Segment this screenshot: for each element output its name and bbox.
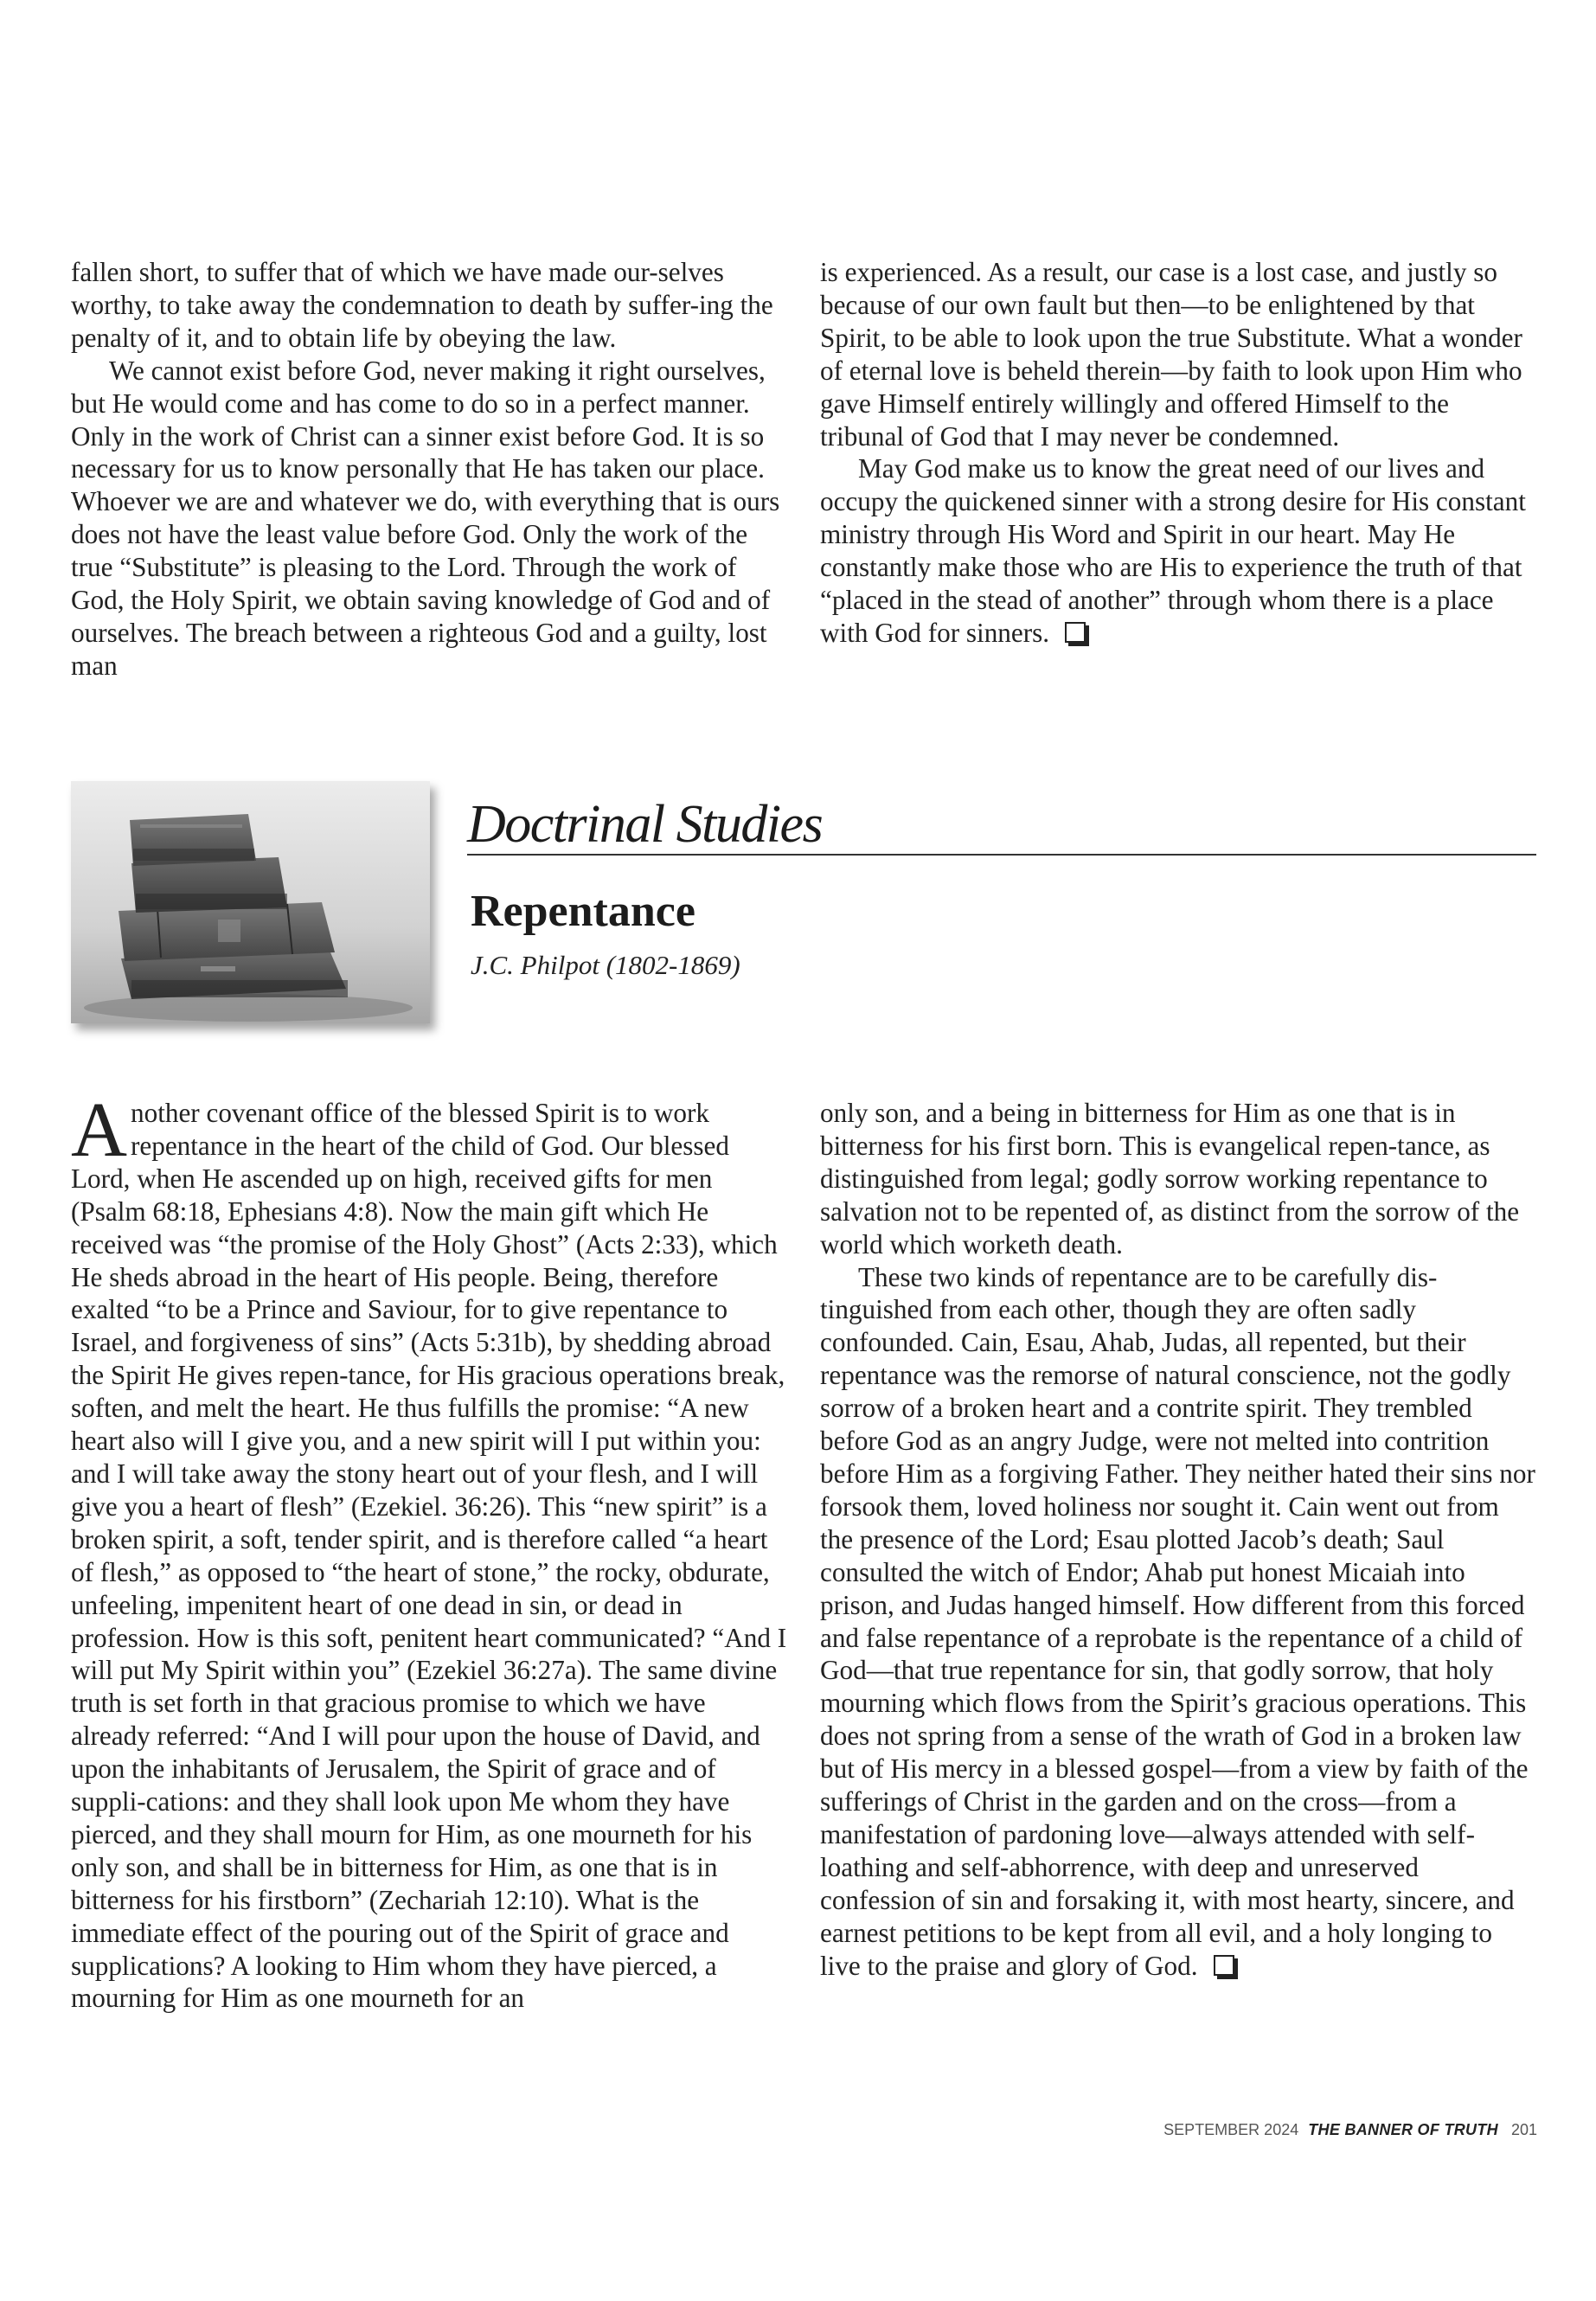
end-of-article-box-icon — [1065, 622, 1086, 643]
article-left-column — [71, 1087, 789, 2015]
books-illustration — [71, 781, 430, 1023]
paragraph: We cannot exist before God, never making it right ourselves, but He would come and has come to do so in a perfect manner. Only in the work of Christ can a sinner exist before God. It is so necessary for us to know personally that He has taken our place. Whoever we are and whatever we do, with everything that is ours does not have the least value before God. Only the work of the true “Substitute” is pleasing to the Lord. Through the work of God, the Holy Spirit, we obtain saving knowledge of God and of ourselves. The breach between a righteous God and a guilty, lost man — [71, 355, 780, 681]
paragraph: is experienced. As a result, our case is a lost case, and justly so because of our own fault but then—to be enlightened by that Spirit, to be able to look upon the true Substitute. What a wonder of eternal love is beheld therein—by faith to look upon Him who gave Himself entirely willingly and offered Himself to the tribunal of God that I may never be condemned. — [820, 257, 1522, 452]
paragraph: only son, and a being in bitterness for Him as one that is in bitterness for his first born. This is evangelical repen-tance, as distinguished from legal; godly sorrow working repentance to salvation not to be repented of, as distinct from the sorrow of the world which worketh death. — [820, 1098, 1520, 1259]
first-paragraph-text: nother covenant office of the blessed Spirit is to work repentance in the heart of the child of God. Our blessed Lord, when He ascended up on high, received gifts for men (Psalm 68:18, Ephesians 4:8). Now the main gift which He received was “the promise of the Holy Ghost” (Acts 2:33), which He sheds abroad in the heart of His people. Being, therefore exalted “to be a Prince and Saviour, for to give repentance to Israel, and forgiveness of sins” (Acts 5:31b), by shedding abroad the Spirit He gives repen-tance, for His gracious operations break, soften, and melt the heart. He thus fulfills the promise: “A new heart also will I give you, and a new spirit will I put within you: and I will take away the stony heart out of your flesh, and I will give you a heart of flesh” (Ezekiel. 36:26). This “new spirit” is a broken spirit, a soft, tender spirit, and is therefore called “a heart of flesh,” as opposed to “the heart of stone,” the rocky, obdurate, unfeeling, impenitent heart of one dead in sin, or dead in profession. How is this soft, penitent heart communicated? “And I will put My Spirit within you” (Ezekiel 36:27a). The same divine truth is set forth in that gracious promise to which we have already referred: “And I will pour upon the house of David, and upon the inhabitants of Jerusalem, the Spirit of grace and of suppli-cations: and they shall look upon Me whom they have pierced, and they shall mourn for Him, as one mourneth for his only son, and shall be in bitterness for Him, as one that is in bitterness for his firstborn” (Zechariah 12:10). What is the immediate effect of the pouring out of the Spirit of grace and supplications? A looking to Him whom they have pierced, a mourning for Him as one mourneth for an — [71, 1098, 787, 2014]
closing-paragraph — [820, 452, 1538, 649]
top-left-column — [71, 256, 789, 683]
continued-paragraph: fallen short, to suffer that of which we have made our-selves worthy, to take away the condemnation to death by suffer-ing the penalty of it, and to obtain life by obeying the law. — [71, 257, 773, 353]
issue-date: SEPTEMBER 2024 — [1163, 2121, 1299, 2138]
closing-paragraph-text: These two kinds of repentance are to be carefully dis-tinguished from each other, though they are often sadly confounded. Cain, Esau, Ahab, Judas, all repented, but their repentance was the remorse of natural conscience, not the godly sorrow of a broken heart and a contrite spirit. They trembled before God as an angry Judge, were not melted into contrition before Him as a forgiving Father. They neither hated their sins nor forsook them, loved holiness nor sought it. Cain went out from the presence of the Lord; Esau plotted Jacob’s death; Saul consulted the witch of Endor; Ahab put honest Micaiah into prison, and Judas hanged himself. How different from this forced and false repentance of a reprobate is the repentance of a child of God—that true repentance for sin, that godly sorrow, that holy mourning which flows from the Spirit’s gracious operations. This does not spring from a sense of the wrath of God in a broken law but of His mercy in a blessed gospel—from a view by faith of the sufferings of Christ in the garden and on the cross—from a manifestation of pardoning love—always attended with self-loathing and self-abhorrence, with deep and unreserved confession of sin and forsaking it, with most hearty, sincere, and earnest petitions to be kept from all evil, and a holy longing to live to the praise and glory of God. — [820, 1261, 1535, 1981]
end-of-article-box-icon — [1214, 1955, 1234, 1976]
section-divider — [467, 854, 1536, 856]
top-right-column — [820, 256, 1538, 650]
closing-paragraph-text: May God make us to know the great need of our lives and occupy the quickened sinner with a strong desire for His constant ministry through His Word and Spirit in our heart. May He constantly make those who are His to experience the truth of that “placed in the stead of another” through whom there is a place with God for sinners. — [820, 453, 1526, 648]
article-right-column — [820, 1097, 1538, 1982]
page-footer — [1163, 2121, 1537, 2139]
section-title: Doctrinal Studies — [467, 795, 823, 854]
page-number: 201 — [1510, 2121, 1537, 2138]
closing-paragraph — [820, 1261, 1538, 1983]
article-title: Repentance — [471, 887, 695, 936]
stacked-old-books-photo — [71, 781, 430, 1023]
publication-name: THE BANNER OF TRUTH — [1308, 2121, 1498, 2138]
article-first-paragraph — [71, 1087, 789, 2015]
author-byline: J.C. Philpot (1802-1869) — [471, 950, 740, 980]
drop-cap: A — [71, 1087, 127, 1173]
